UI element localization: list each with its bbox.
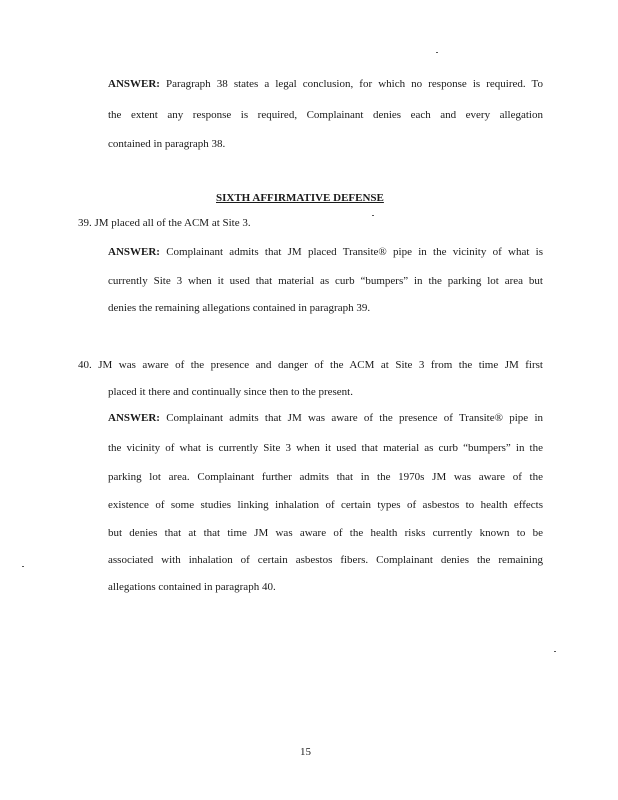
answer-40-line-1 (108, 411, 543, 425)
answer-38-line-3: contained in paragraph 38. (108, 138, 226, 150)
allegation-40-line-1: 40. JM was aware of the presence and danger of the ACM at Site 3 from the time JM first (78, 359, 543, 371)
answer-38-text-1: Paragraph 38 states a legal conclusion, for which no response is required. To (166, 78, 543, 90)
section-heading: SIXTH AFFIRMATIVE DEFENSE (216, 192, 384, 204)
answer-40-line-6: associated with inhalation of certain asbestos fibers. Complainant denies the remaining (108, 554, 543, 566)
answer-40-line-2: the vicinity of what is currently Site 3 when it used that material as curb “bumpers” in the (108, 442, 543, 454)
answer-label: ANSWER: (108, 246, 160, 258)
scan-speck (22, 566, 24, 567)
answer-40-line-5: but denies that at that time JM was aware of the health risks currently known to be (108, 527, 543, 539)
allegation-39: 39. JM placed all of the ACM at Site 3. (78, 217, 251, 229)
scan-speck (372, 215, 374, 216)
answer-label: ANSWER: (108, 412, 160, 424)
allegation-40-line-2: placed it there and continually since then to the present. (108, 386, 353, 398)
answer-label: ANSWER: (108, 78, 160, 90)
page-number: 15 (300, 746, 311, 758)
answer-40-text-1: Complainant admits that JM was aware of the presence of Transite® pipe in (166, 412, 543, 424)
answer-40-line-4: existence of some studies linking inhalation of certain types of asbestos to health effects (108, 499, 543, 511)
answer-39-line-3: denies the remaining allegations contained in paragraph 39. (108, 302, 371, 314)
answer-39-line-2: currently Site 3 when it used that material as curb “bumpers” in the parking lot area but (108, 275, 543, 287)
scan-speck (436, 52, 438, 53)
answer-39-text-1: Complainant admits that JM placed Transite® pipe in the vicinity of what is (166, 246, 543, 258)
answer-40-line-7: allegations contained in paragraph 40. (108, 581, 276, 593)
answer-38-line-2: the extent any response is required, Complainant denies each and every allegation (108, 109, 543, 121)
answer-40-line-3: parking lot area. Complainant further admits that in the 1970s JM was aware of the (108, 471, 543, 483)
scan-speck (554, 651, 556, 652)
answer-39-line-1 (108, 245, 543, 259)
answer-38-line-1 (108, 77, 543, 91)
